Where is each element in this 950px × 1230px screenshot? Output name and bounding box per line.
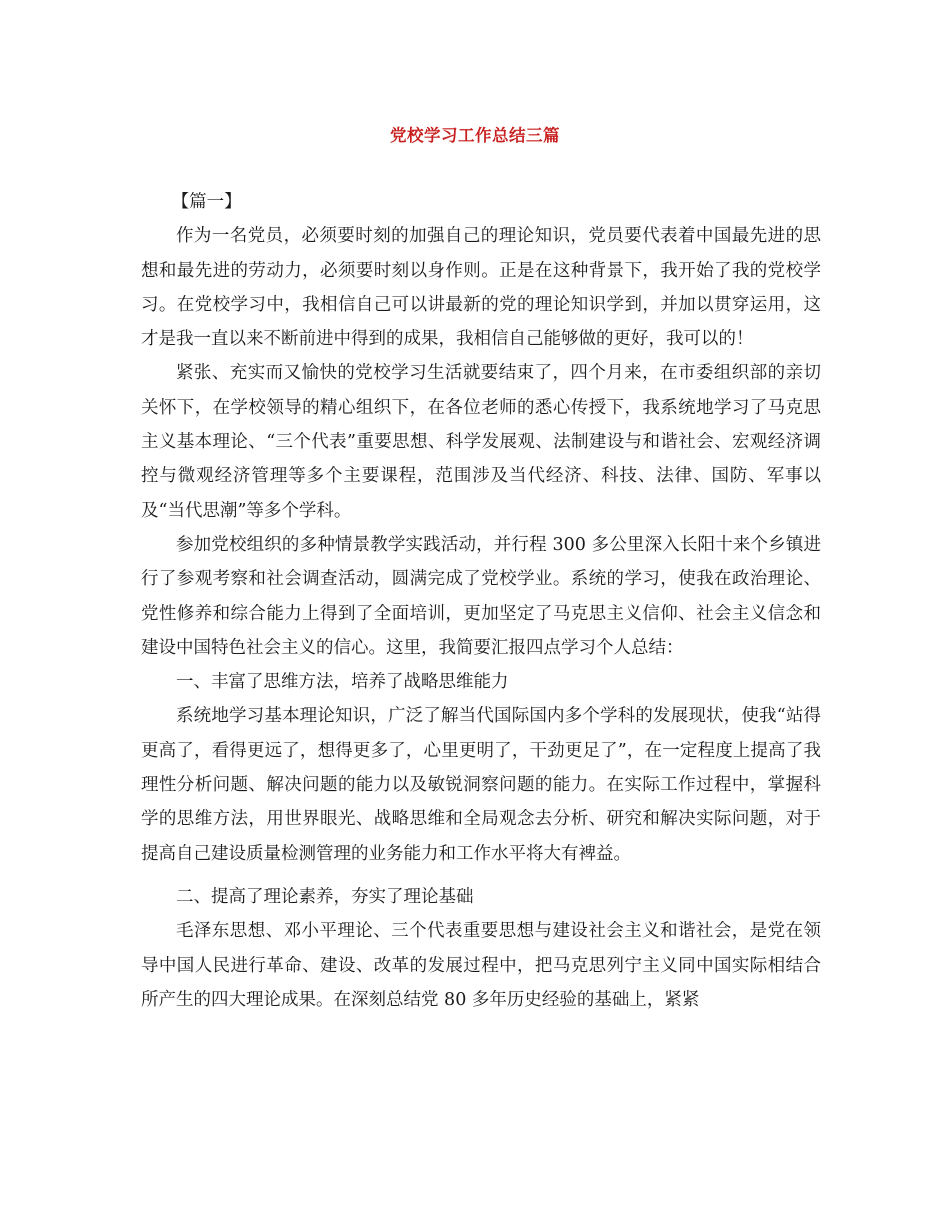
- paragraph-2: 紧张、充实而又愉快的党校学习生活就要结束了，四个月来，在市委组织部的亲切关怀下，在学校领导的精心组织下，在各位老师的悉心传授下，我系统地学习了马克思主义基本理论、“三个代表”重要思想、科学发展观、法制建设与和谐社会、宏观经济调控与微观经济管理等多个主要课程，范围涉及当代经济、科技、法律、国防、军事以及“当代思潮”等多个学科。: [141, 363, 821, 521]
- subheading-2: 二、提高了理论素养，夯实了理论基础: [176, 886, 474, 907]
- document-title: 党校学习工作总结三篇: [390, 126, 560, 145]
- paragraph-5: 毛泽东思想、邓小平理论、三个代表重要思想与建设社会主义和谐社会，是党在领导中国人民进行革命、建设、改革的发展过程中，把马克思列宁主义同中国实际相结合所产生的四大理论成果。在深刻总结党 80 多年历史经验的基础上，紧紧: [141, 921, 821, 1010]
- paragraph-4: 系统地学习基本理论知识，广泛了解当代国际国内多个学科的发展现状，使我“站得更高了，看得更远了，想得更多了，心里更明了，干劲更足了”，在一定程度上提高了我理性分析问题、解决问题的能力以及敏锐洞察问题的能力。在实际工作过程中，掌握科学的思维方法，用世界眼光、战略思维和全局观念去分析、研究和解决实际问题，对于提高自己建设质量检测管理的业务能力和工作水平将大有裨益。: [141, 706, 821, 864]
- document-body: [141, 185, 821, 1017]
- section-heading-part-one: 【篇一】: [171, 192, 242, 212]
- subheading-1: 一、丰富了思维方法，培养了战略思维能力: [176, 672, 509, 693]
- paragraph-1: 作为一名党员，必须要时刻的加强自己的理论知识，党员要代表着中国最先进的思想和最先进的劳动力，必须要时刻以身作则。正是在这种背景下，我开始了我的党校学习。在党校学习中，我相信自己可以讲最新的党的理论知识学到，并加以贯穿运用，这才是我一直以来不断前进中得到的成果，我相信自己能够做的更好，我可以的！: [141, 226, 821, 350]
- paragraph-3: 参加党校组织的多种情景教学实践活动，并行程 300 多公里深入长阳十来个乡镇进行了参观考察和社会调查活动，圆满完成了党校学业。系统的学习，使我在政治理论、党性修养和综合能力上得到了全面培训，更加坚定了马克思主义信仰、社会主义信念和建设中国特色社会主义的信心。这里，我简要汇报四点学习个人总结：: [141, 534, 821, 658]
